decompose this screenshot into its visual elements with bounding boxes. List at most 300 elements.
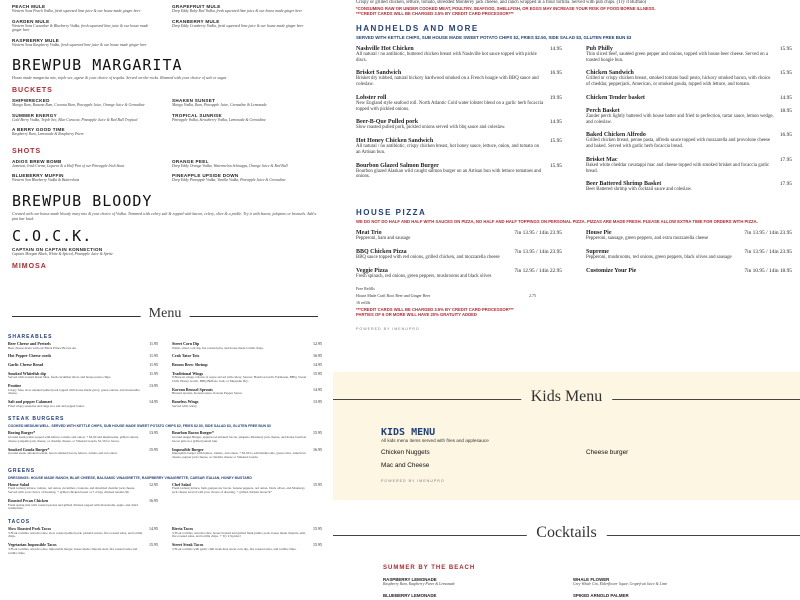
menu-item-text: [356, 163, 544, 181]
cocktail-name: BLUEBERRY LEMONADE: [383, 593, 437, 598]
handhelds-title: HANDHELDS AND MORE: [356, 23, 479, 33]
menu-item-name: Street Corn Dip: [172, 341, 200, 346]
menu-item-text: [172, 342, 264, 350]
menu-item-text: [8, 400, 85, 408]
drink-name: PINEAPPLE UPSIDE DOWN: [172, 173, 239, 179]
shots-right-column: [172, 159, 318, 188]
shareables-section: [8, 342, 322, 412]
party-gratuity-note: PARTIES OF 6 OR MORE WILL HAVE 20% GRATUITY ADDED: [356, 312, 477, 318]
menu-item-text: [8, 431, 143, 443]
drink-desc: Raspberry Rum, Lemonade & Raspberry Puree: [12, 132, 84, 137]
raw-food-warning: *CONSUMING RAW OR UNDER COOKED MEAT, POULTRY, SEAFOOD, SHELLFISH, OR EGGS MAY INCREASE YOUR RISK OF FOOD BORNE ILLNESS.: [356, 5, 656, 11]
mules-left-column: [12, 4, 158, 52]
menu-item: [356, 119, 562, 131]
menu-item-price: 12.95: [313, 341, 322, 346]
drink-desc: Deep Eddy Ruby Red Vodka, fresh squeezed lime juice & our house made ginger beer: [172, 9, 303, 13]
menu-item-desc: Pepperoni, sausage, green peppers, and extra mozzarella cheese: [586, 236, 709, 242]
menu-item-text: [586, 70, 774, 88]
powered-by[interactable]: POWERED BY IMENUPRO: [356, 327, 420, 332]
cocktail-name: WHALE FLOWER: [573, 577, 610, 582]
menu-item: [172, 527, 322, 539]
menu-item-price: 15.95: [313, 542, 322, 548]
menu-item-name: Bourbon Bacon Burger*: [172, 430, 215, 436]
menu-item-desc: Beer Battered shrimp with cocktail sauce and coleslaw.: [586, 187, 692, 193]
greens-sub: DRESSINGS: HOUSE MADE RANCH, BLUE CHEESE, BALSAMIC VINAIGRETTE, RASPBERRY VINAIGRETTE, CAESAR ITALIAN, HONEY MUSTARD: [8, 475, 252, 480]
pizza-sub: WE DO NOT DO HALF AND HALF WITH SAUCES ON PIZZA, NO HALF AND HALF TOPPINGS ON PERSONAL PIZZA. PIZZAS ARE MADE FRESH. PLEASE ALLOW EXTRA TIME FOR ORDERS WITH PIZZA.: [356, 219, 758, 225]
kids-item: Chicken Nuggets: [381, 449, 430, 456]
drink-name: ADIOS BREW BOMB: [12, 158, 62, 164]
menu-item: [172, 431, 322, 443]
menu-item-name: Chicken Tender basket: [586, 94, 645, 101]
menu-item-text: [586, 268, 738, 274]
menu-item-text: [8, 354, 51, 359]
cocktail-desc: Raspberry Rum, Raspberry Puree & Lemonade: [383, 582, 455, 586]
menu-item-desc: Impossible burger with lettuce, tomato, and onion. + $2.00 to add mushrooms, green olive, American cheese, pepper jack cheese, or cheddar cheese or Smoked Gouda.: [172, 451, 306, 459]
menu-item-name: Lobster roll: [356, 94, 387, 101]
menu-item: [586, 95, 792, 101]
margarita-desc: House made margarita mix, triple sec, agave & your choice of tequila. Served on-the-rocks. Rimmed with your choice of salt or sugar: [12, 75, 227, 81]
menu-item-text: [172, 388, 243, 396]
menu-item-desc: Slow roasted pulled pork, pickled onions served with bbq sauce and coleslaw.: [356, 125, 506, 131]
list-item: [383, 593, 436, 598]
kids-menu-box: [381, 427, 791, 483]
menu-item-name: Salt and pepper Calamari: [8, 399, 53, 405]
menu-item-name: Boxing Burger*: [8, 430, 36, 436]
menu-item-price: 7in 13.95 / 14in 23.95: [514, 230, 562, 237]
menu-item: [586, 70, 792, 88]
menu-item-price: 13.95: [313, 399, 322, 405]
menu-item-name: Boneless Wings: [172, 399, 199, 405]
menu-item-price: 15.95: [149, 542, 158, 548]
menu-item-name: Beer Cheese and Pretzels: [8, 341, 51, 346]
menu-item-name: Broom Brew Shrimp: [172, 361, 208, 367]
menu-item-desc: New England style seafood roll. North Atlantic Cold water lobster blend on a garlic herb focaccia topped with pickled onions.: [356, 100, 544, 112]
menu-item-price: 17.95: [779, 156, 792, 163]
menu-item-name: Smoked Whitefish dip: [8, 370, 46, 376]
bloody-title: BREWPUB BLOODY: [12, 191, 153, 210]
list-item: [172, 19, 318, 29]
menu-item-price: 15.95: [313, 430, 322, 436]
menu-item-desc: Pepperoni, mushrooms, red onions, green peppers, black olives and sausage: [586, 254, 732, 260]
menu-item: [8, 483, 158, 495]
menu-item-desc: Bourbon glazed Alaskan wild caught salmon burger on an Artisan bun with lettuce tomatoes and onions.: [356, 168, 542, 180]
menu-item-text: [172, 363, 208, 368]
menu-item-name: Baked Chicken Alfredo: [586, 132, 646, 139]
addon-name: House Made Craft Root Beer and Ginger Beer: [356, 293, 431, 299]
menu-item-desc: Served with toasted bread bites, fresh cucumber slices and house potato chips.: [8, 375, 112, 380]
menu-item: [356, 138, 562, 156]
shots-left-column: [12, 159, 158, 188]
menu-item-text: [8, 499, 143, 511]
menu-item-desc: Grilled or crispy chicken breast, smoked tomato basil pesto, hickory smoked bacon, with choice of cheddar, pepperjack, American, or smoked gouda, topped with lettuce, and tomato.: [586, 76, 771, 88]
menu-item-desc: Brisket dry rubbed, natural hickory hardwood smoked on a French hoagie with BBQ sauce and coleslaw.: [356, 76, 539, 88]
menu-item-name: Vegetarian Impossible Tacos: [8, 542, 57, 548]
menu-item-price: 16.95: [779, 132, 792, 139]
drink-name: CAPTAIN ON CAPTAIN KONNECTION: [12, 247, 103, 253]
shareables-left-column: [8, 342, 158, 412]
buckets-title: BUCKETS: [12, 86, 53, 94]
list-item: [172, 4, 318, 14]
menu-item-desc: Served with celery.: [172, 403, 198, 408]
tacos-title: TACOS: [8, 519, 31, 526]
mules-right-column: [172, 4, 318, 52]
drink-desc: Western Sons Raspberry Vodka, fresh squeezed lime juice & our house made ginger beer: [12, 42, 147, 47]
list-item: [12, 113, 158, 123]
menu-item-desc: BBQ sauce topped with red onions, grilled chicken, and mozzarella cheese: [356, 254, 500, 260]
shareables-right-column: [172, 342, 322, 412]
menu-item-price: 16.95: [313, 446, 322, 452]
menu-item-text: [586, 95, 774, 101]
menu-item-price: 11.95: [149, 341, 158, 346]
drink-desc: Captain Morgan Black, White & Spiced, Pineapple Juice & Sprite: [12, 252, 113, 257]
menu-item-text: [8, 384, 143, 396]
handhelds-right-column: [586, 46, 792, 200]
menu-item-price: 14.95: [549, 45, 562, 52]
drink-desc: Cold Berry Vodka, Triple Sec, Blue Curacao, Pineapple Juice & Red Bull Tropical: [12, 117, 138, 122]
menu-item-name: Nashville Hot Chicken: [356, 45, 414, 52]
addon-price: 2.75: [529, 293, 536, 299]
drink-desc: Deep Eddy Pineapple Vodka, Vanilla Vodka, Pineapple Juice & Grenadine: [172, 178, 286, 183]
menu-item-name: Hot Pepper Cheese curds: [8, 353, 52, 359]
menu-item: [356, 268, 562, 280]
menu-item-name: Beer-B-Que Pulled pork: [356, 119, 419, 126]
menu-item-desc: Zander perch lightly battered with house batter and fried to perfection, tartar sauce, lemon wedge, and coleslaw.: [586, 113, 774, 125]
menu-item: [586, 181, 792, 193]
addon-name: Free Refills: [356, 286, 375, 292]
menu-item: [356, 70, 562, 88]
pizza-right-column: [586, 230, 792, 286]
drink-name: GARDEN MULE: [12, 18, 50, 24]
drink-name: SHIPWRECKED: [12, 97, 50, 103]
menu-item-text: [586, 46, 774, 64]
menu-item-desc: Pepperoni, ham and sausage: [356, 236, 411, 242]
menu-item-text: [356, 268, 508, 280]
menu-item-desc: Fresh iceberg lettuce, tomato, red onion, cucumber, croutons, and shredded cheddar jack cheese. Served with your choice of dressing. + grilled chicken breast or 5 crispy chicken tenders $6: [8, 486, 136, 495]
menu-item-desc: 8 Bone-in wings. Choice of sauce served with celery. Sauces: Bourbon Garlic Parmesan, BBQ, Sweet Chili, Honey Garlic, BBQ Buffalo, Jerk, or Mesquite Dry.: [172, 375, 307, 383]
menu-item: [8, 384, 158, 396]
menu-item-desc: Fresh iceberg lettuce, ham, pepperoni, bacon, banana peppers, red onion, black olives, and Monterey jack cheese served with your choice of dressing. + grilled chicken breast $7: [172, 486, 305, 495]
steak-right-column: [172, 431, 322, 463]
credit-card-note-2: ***CREDIT CARDS WILL BE CHARGED 3.5% BY CREDIT CARD PROCESSOR***: [356, 307, 514, 313]
menu-item-price: 12.95: [149, 481, 158, 487]
kids-banner-title: Kids Menu: [521, 388, 613, 406]
intro-text: Crispy or grilled chicken, lettuce, tomato, shredded Monterey jack cheese, and ranch wrapped in a flour tortilla. Served with pub chips. (Try it Buffalo): [356, 0, 647, 5]
menu-item-name: Customize Your Pie: [586, 267, 637, 274]
menu-item-price: 14.95: [313, 386, 322, 392]
menu-item-price: 15.95: [149, 446, 158, 452]
menu-item-text: [356, 95, 544, 113]
shots-section: [12, 159, 318, 188]
drink-name: CRANBERRY MULE: [172, 18, 220, 24]
menu-item: [8, 342, 158, 350]
menu-item-name: Supreme: [586, 248, 609, 255]
menu-item: [8, 400, 158, 408]
menu-item: [586, 46, 792, 64]
drink-desc: Western Sons Cucumber & Blueberry Vodka, fresh squeezed lime juice & our house made ginger beer: [12, 23, 149, 33]
menu-item-text: [586, 230, 738, 242]
addons-list: [356, 286, 792, 305]
menu-item-name: Street Steak Tacos: [172, 542, 204, 548]
menu-item-text: [586, 249, 738, 261]
greens-right-column: [172, 483, 322, 515]
kids-title-row: [333, 372, 800, 408]
drink-desc: Jameson, Irish Creme, Liqueur & a Half Pint of our Pineapple Irish Stout: [12, 163, 125, 168]
menu-item: [356, 46, 562, 64]
menu-item: [8, 527, 158, 539]
list-item: [172, 113, 318, 123]
menu-item-desc: Crispy fries, slow smoked pulled pork topped with house made gravy, green onions, and mozzarella cheese.: [8, 387, 140, 396]
handhelds-pizza-panel: [348, 0, 800, 355]
menu-panel: [0, 300, 330, 600]
list-item: [12, 4, 158, 14]
menu-item-text: [356, 138, 544, 156]
menu-item: [8, 354, 158, 359]
menu-item-price: 14.95: [149, 526, 158, 532]
cocktails-title-row: [333, 510, 800, 550]
menu-item-desc: All natural / no antibiotic, crispy chicken breast, hot honey sauce, lettuce, onion, and tomato on an Artisan bun.: [356, 144, 540, 155]
cocktail-name: SPIKED ARNOLD PALMER: [573, 593, 629, 598]
drinks-panel: [0, 0, 330, 300]
menu-item-desc: 3 Flour tortillas, sriracha slaw, slow roasted pulled pork, pickled onions, fire roasted salsa, and tortilla chips.: [8, 530, 143, 539]
drink-desc: Mango Rum, Banana Rum, Coconut Rum, Pineapple Juice, Orange Juice & Grenadine: [12, 102, 145, 107]
cocktails-section-title: SUMMER BY THE BEACH: [383, 565, 476, 571]
menu-item-price: 16.95: [313, 353, 322, 359]
menu-item-name: Slow Roasted Pork Tacos: [8, 526, 52, 532]
menu-item-name: Chicken Sandwich: [586, 70, 634, 77]
drink-name: SUMMER ENERGY: [12, 112, 57, 118]
list-item: [12, 159, 158, 169]
drink-name: TROPICAL SUNRISE: [172, 112, 222, 118]
menu-item-name: Pub Philly: [586, 45, 613, 52]
menu-item: [8, 372, 158, 380]
menu-item-text: [356, 119, 544, 131]
mimosa-title: MIMOSA: [12, 262, 47, 270]
menu-item: [172, 483, 322, 495]
kids-menu-panel: [333, 372, 800, 500]
menu-item-name: Brisket Mac: [586, 156, 618, 163]
menu-item-price: 14.95: [149, 399, 158, 405]
list-item: [172, 98, 318, 108]
menu-item-text: [172, 483, 307, 495]
menu-item-price: 11.95: [149, 353, 158, 359]
menu-item-name: Crab Tator Tots: [172, 353, 200, 359]
tacos-right-column: [172, 527, 322, 559]
menu-item-desc: 3 Flour tortillas with garlic chili steak then street corn dip, fire roasted salsa, and tortilla chips.: [172, 546, 297, 551]
menu-item: [586, 249, 792, 261]
menu-item-price: 11.95: [149, 361, 158, 367]
menu-item: [586, 108, 792, 126]
list-item: [12, 127, 158, 137]
menu-item-price: 14.95: [549, 119, 562, 126]
menu-item-text: [172, 400, 198, 408]
pizza-left-column: [356, 230, 562, 286]
menu-item-price: 17.95: [779, 181, 792, 188]
menu-item-price: 7in 10.95 / 14in 18.95: [744, 267, 792, 274]
menu-item-name: Traditional Wings: [172, 370, 204, 376]
menu-item: [586, 132, 792, 150]
menu-item-name: House Salad: [8, 481, 30, 487]
drink-desc: Pineapple Vodka, Strawberry Vodka, Lemonade & Grenadine.: [172, 117, 267, 122]
menu-item: [172, 372, 322, 384]
menu-item: [8, 431, 158, 443]
menu-item: [8, 499, 158, 511]
pizza-title: HOUSE PIZZA: [356, 208, 427, 218]
greens-section: [8, 483, 322, 515]
menu-item-price: 14.95: [313, 361, 322, 367]
menu-item: [8, 448, 158, 456]
drink-desc: Mango Vodka, Rum, Pineapple Juice, Grenadine & Lemonade: [172, 102, 267, 107]
drink-desc: Deep Eddy Cranberry Vodka, fresh squeezed lime juice & our house made ginger beer: [172, 23, 304, 28]
menu-item-text: [8, 527, 143, 539]
steak-sub: COOKED MEDIUM WELL. SERVED WITH KETTLE CHIPS, SUB HOUSE MADE SWEET POTATO CHIPS $2, FRIES $2.50, SIDE SALAD $3, GLUTEN FREE BUN $3: [8, 424, 271, 429]
menu-item-text: [586, 132, 774, 150]
menu-item-name: Smoked Gouda Burger*: [8, 446, 50, 452]
menu-item-price: 11.95: [149, 370, 158, 376]
bloody-desc: Created with our house made bloody mary mix & your choice of Vodka. Trimmed with celery salt & topped with bacon, celery, olive & a pickle. Try it with bacon, jalapeno or brussels. Add a pint bar back.: [12, 210, 317, 221]
cocktail-desc: Grey Whale Gin, Elderflower liquor, Grapefruit Juice & Lime: [573, 582, 668, 586]
cocktails-panel: [333, 510, 800, 600]
menu-item-desc: Grilled chicken breast, penne pasta, alfredo sauce topped with mozzarella and provolone cheese and baked. Served with garlic herb focaccia bread.: [586, 138, 771, 150]
list-item: [573, 593, 629, 598]
menu-item-name: Roasted Pecan Chicken: [8, 497, 49, 503]
menu-item-price: 15.95: [549, 162, 562, 169]
menu-item: [356, 249, 562, 261]
menu-item-price: 15.95: [313, 526, 322, 532]
menu-item-name: Impossible Burger: [172, 446, 204, 452]
buckets-section: [12, 98, 318, 142]
menu-item: [172, 342, 322, 350]
tacos-left-column: [8, 527, 158, 559]
menu-item: [172, 400, 322, 408]
menu-item-text: [356, 70, 544, 88]
menu-item-text: [586, 181, 774, 193]
list-item: [383, 577, 455, 586]
kids-item: Cheese burger: [586, 449, 629, 456]
cock-title: C.O.C.K.: [12, 227, 93, 246]
drink-name: BLUEBERRY MUFFIN: [12, 173, 64, 179]
menu-item-desc: Beer cheese made with our Black Prince Brown ale.: [8, 345, 77, 350]
menu-item-price: 7in 13.95 / 14in 23.95: [514, 248, 562, 255]
menu-item-name: Beer Battered Shrimp Basket: [586, 181, 662, 188]
menu-item-text: [172, 354, 199, 359]
drink-name: GRAPEFRUIT MULE: [172, 4, 221, 9]
addon-name: 16 refills: [356, 300, 371, 306]
menu-item-price: 19.95: [549, 94, 562, 101]
menu-item-price: 15.95: [313, 481, 322, 487]
handhelds-left-column: [356, 46, 562, 200]
greens-left-column: [8, 483, 158, 515]
menu-item-name: Chef Salad: [172, 481, 191, 487]
menu-item: [356, 163, 562, 181]
menu-item-text: [8, 342, 77, 350]
drink-name: ORANGE PEEL: [172, 158, 209, 164]
menu-item-desc: Ground Angus Burger, applewood smoked bacon, jalapeno Monterey jack cheese, and house bourbon bacon jam on a grilled pretzel bun.: [172, 435, 307, 443]
list-item: [12, 247, 318, 257]
buckets-right-column: [172, 98, 318, 142]
buckets-left-column: [12, 98, 158, 142]
drink-name: PEACH MULE: [12, 4, 46, 9]
menu-item: [172, 354, 322, 359]
menu-item-price: 15.95: [313, 370, 322, 376]
menu-item-price: 13.95: [149, 430, 158, 436]
menu-item-price: 15.95: [549, 138, 562, 145]
tacos-section: [8, 527, 322, 559]
menu-item-text: [172, 527, 307, 539]
list-item: [12, 19, 158, 33]
handhelds-section: [356, 46, 792, 200]
menu-item: [586, 230, 792, 242]
menu-item-text: [586, 108, 774, 126]
menu-item: [172, 388, 322, 396]
menu-item-text: [8, 363, 43, 368]
menu-item: [172, 363, 322, 368]
drink-name: SHAKEN SUNSET: [172, 97, 216, 103]
kids-box-sub: All kids menu items served with fries and applesauce: [381, 438, 489, 443]
menu-item-desc: Fresh spinach, red onions, green peppers, mushrooms and black olives: [356, 273, 492, 279]
menu-item-text: [172, 372, 307, 384]
menu-item-text: [172, 448, 307, 460]
kids-box-title: KIDS MENU: [381, 427, 436, 438]
menu-item: [586, 157, 792, 175]
menu-item-text: [8, 372, 111, 380]
menu-item: [8, 363, 158, 368]
steak-left-column: [8, 431, 158, 463]
menu-item-desc: Fresh spring mix with roasted pecans and grilled chicken topped with mozzarella, apple, and dried cranberries.: [8, 502, 138, 511]
menu-item-desc: Ground steak, smoked Gouda, bacon smoked bacon, lettuce, tomato and red onion.: [8, 451, 118, 456]
menu-item-price: 18.95: [779, 107, 792, 114]
powered-by[interactable]: POWERED BY IMENUPRO: [381, 479, 445, 483]
menu-item-name: Birria Tacos: [172, 526, 194, 532]
menu-item-name: BBQ Chicken Pizza: [356, 248, 407, 255]
menu-item-desc: Baked white cheddar cavatappi mac and cheese topped with smoked brisket and focaccia garlic bread.: [586, 162, 770, 174]
menu-item-price: 16.95: [549, 70, 562, 77]
menu-item-text: [8, 483, 143, 495]
menu-item-desc: Fried crispy tentacles and rings in a salt and pepper batter.: [8, 403, 85, 408]
menu-item-text: [356, 46, 544, 64]
drink-desc: Deep Eddy Orange Vodka, Watermelon Schnapps, Orange Juice & Red Bull: [172, 163, 288, 168]
menu-item-name: Veggie Pizza: [356, 267, 388, 274]
menu-item-name: Meat Trio: [356, 230, 382, 237]
menu-item-price: 16.95: [149, 497, 158, 503]
menu-item-price: 15.95: [779, 70, 792, 77]
steak-title: STEAK BURGERS: [8, 416, 65, 423]
list-item: [12, 38, 158, 48]
menu-item: [356, 95, 562, 113]
steak-section: [8, 431, 322, 463]
menu-item-name: Hot Honey Chicken Sandwich: [356, 138, 434, 145]
list-item: [12, 173, 158, 183]
menu-title: Menu: [141, 306, 190, 322]
menu-item-text: [8, 448, 118, 456]
menu-item-name: Korean Brussel Sprouts: [172, 386, 213, 392]
menu-item-price: 7in 13.95 / 14in 23.95: [744, 248, 792, 255]
drink-name: A BERRY GOOD TIME: [12, 127, 65, 133]
pizza-section: [356, 230, 792, 286]
greens-title: GREENS: [8, 467, 36, 474]
menu-item-name: Perch Basket: [586, 107, 620, 114]
menu-item-desc: 3 Flour tortillas, sriracha slaw, house braised and grilled flank jumbo pork, house made chipotle aioli, fire roasted salsa, and tortilla chips. + Try it Spicier!: [172, 530, 306, 539]
menu-item: [356, 230, 562, 242]
menu-item-text: [356, 249, 508, 261]
menu-item-text: [356, 230, 508, 242]
drink-desc: Western Sons Peach Vodka, fresh squeezed lime juice & our house made ginger beer: [12, 9, 141, 13]
menu-item-name: Brisket Sandwich: [356, 70, 402, 77]
list-item: [573, 577, 667, 586]
list-item: [172, 159, 318, 169]
menu-item-price: 7in 13.95 / 14in 23.95: [744, 230, 792, 237]
menu-item-desc: Ground steak pattie topped with lettuce, tomato and onion. + $2.00 add mushrooms, grilled onions, cheese, jalapeño jack cheese, or cheddar cheese. or Smoked Gouda, $1.50 for bacon.: [8, 435, 139, 443]
menu-item-name: Poutine: [8, 382, 22, 388]
